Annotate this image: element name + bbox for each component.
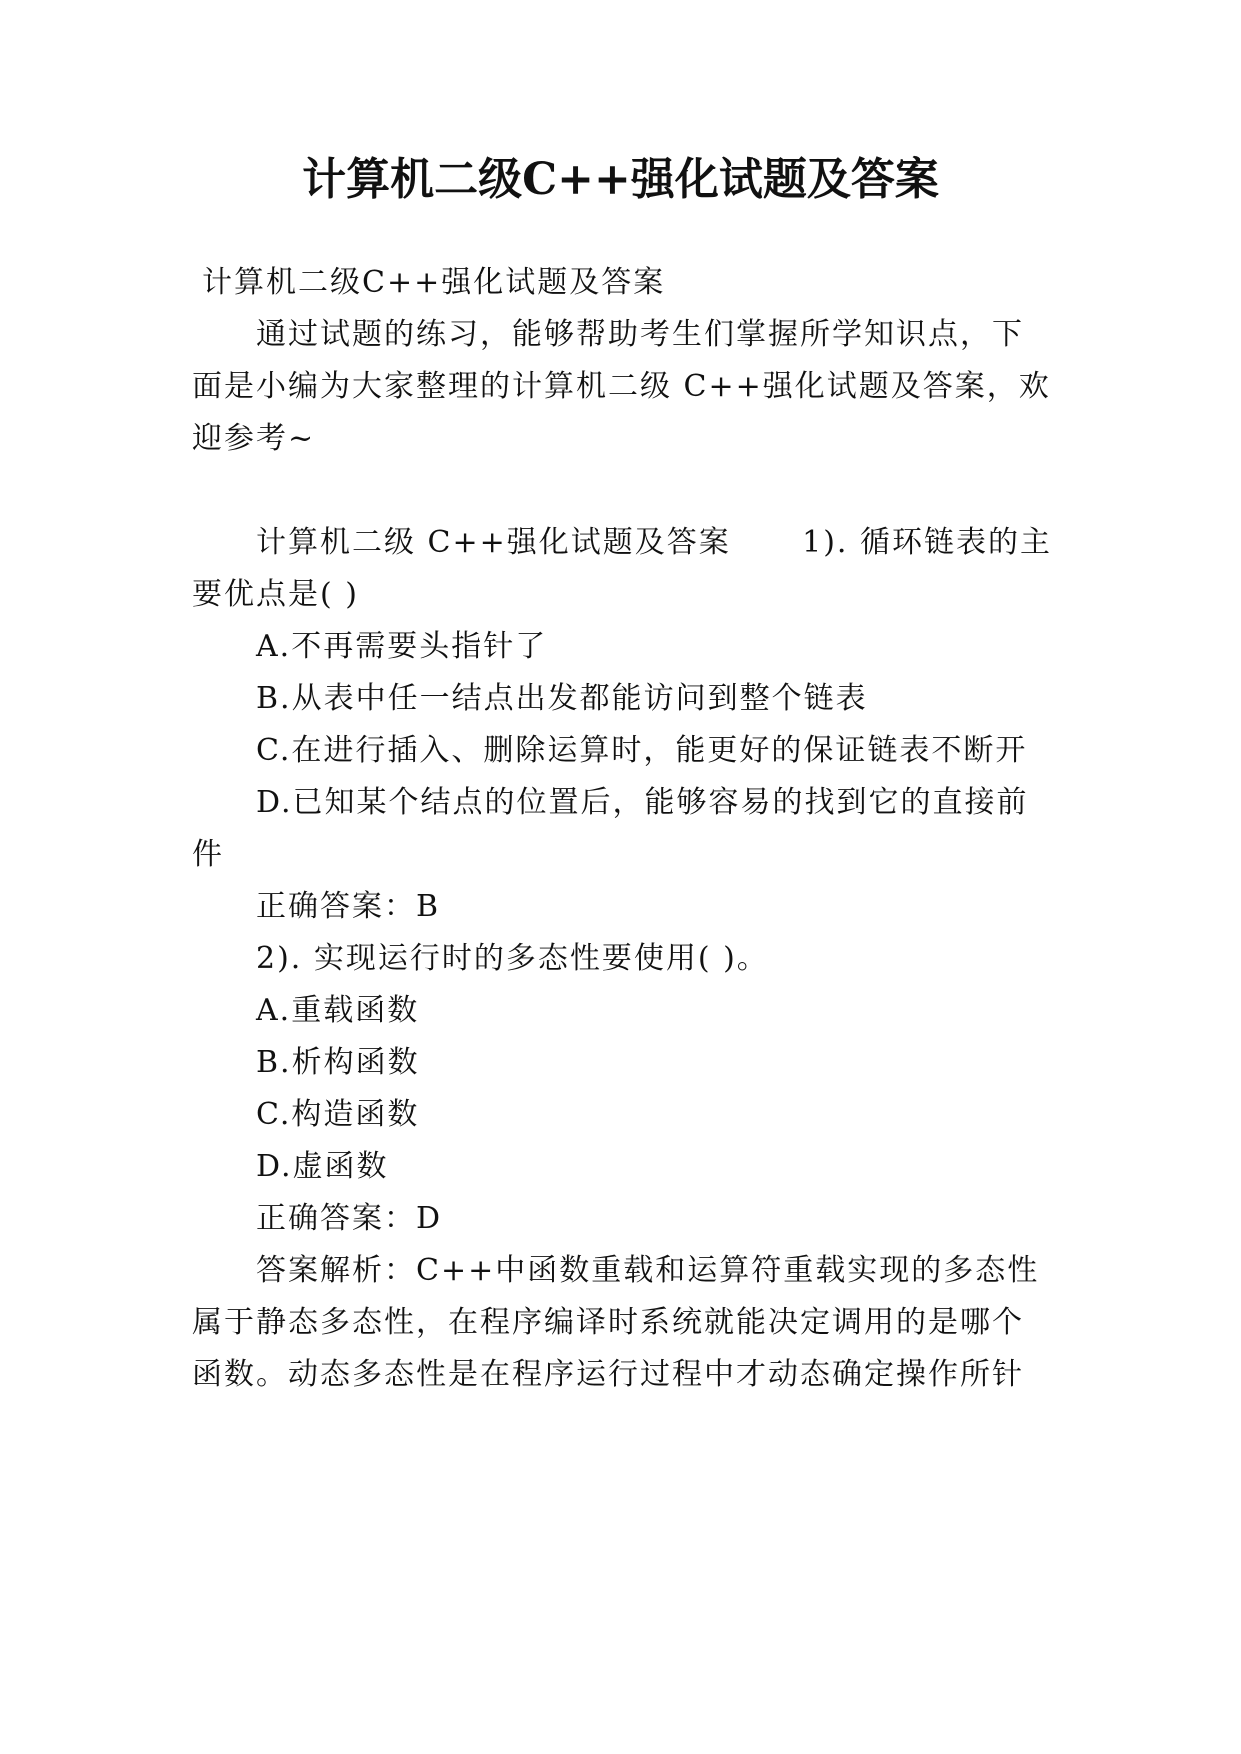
question-2-explanation-line-2: 属于静态多态性，在程序编译时系统就能决定调用的是哪个 — [192, 1305, 1024, 1340]
question-1-option-b: B.从表中任一结点出发都能访问到整个链表 — [256, 681, 868, 716]
question-2-answer: 正确答案：D — [256, 1201, 443, 1236]
intro-line-3: 迎参考~ — [192, 421, 316, 456]
question-1-option-c: C.在进行插入、删除运算时，能更好的保证链表不断开 — [256, 733, 1028, 768]
question-1-option-a: A.不再需要头指针了 — [256, 629, 548, 664]
question-2-stem: 2). 实现运行时的多态性要使用( )。 — [256, 941, 769, 976]
question-1-answer: 正确答案：B — [256, 889, 441, 924]
question-2-option-b: B.析构函数 — [256, 1045, 420, 1080]
question-2-option-a: A.重载函数 — [256, 993, 420, 1028]
question-2-option-d: D.虚函数 — [256, 1149, 389, 1184]
intro-line-1: 通过试题的练习，能够帮助考生们掌握所学知识点，下 — [256, 317, 1024, 352]
question-2-explanation-line-3: 函数。动态多态性是在程序运行过程中才动态确定操作所针 — [192, 1357, 1024, 1392]
question-2-option-c: C.构造函数 — [256, 1097, 420, 1132]
question-1-option-d-wrap: 件 — [192, 837, 224, 872]
question-1-stem: 1). 循环链表的主 — [802, 525, 1052, 560]
intro-line-2: 面是小编为大家整理的计算机二级 C++强化试题及答案，欢 — [192, 369, 1051, 404]
question-1-stem-wrap: 要优点是( ) — [192, 577, 359, 612]
document-subtitle: 计算机二级C++强化试题及答案 — [202, 265, 666, 300]
document-title: 计算机二级C++强化试题及答案 — [302, 154, 939, 205]
question-1-option-d: D.已知某个结点的位置后，能够容易的找到它的直接前 — [256, 785, 1029, 820]
question-2-explanation-line-1: 答案解析：C++中函数重载和运算符重载实现的多态性 — [256, 1253, 1040, 1288]
question-1-header-line — [256, 521, 1052, 565]
section-heading: 计算机二级 C++强化试题及答案 — [256, 525, 731, 560]
